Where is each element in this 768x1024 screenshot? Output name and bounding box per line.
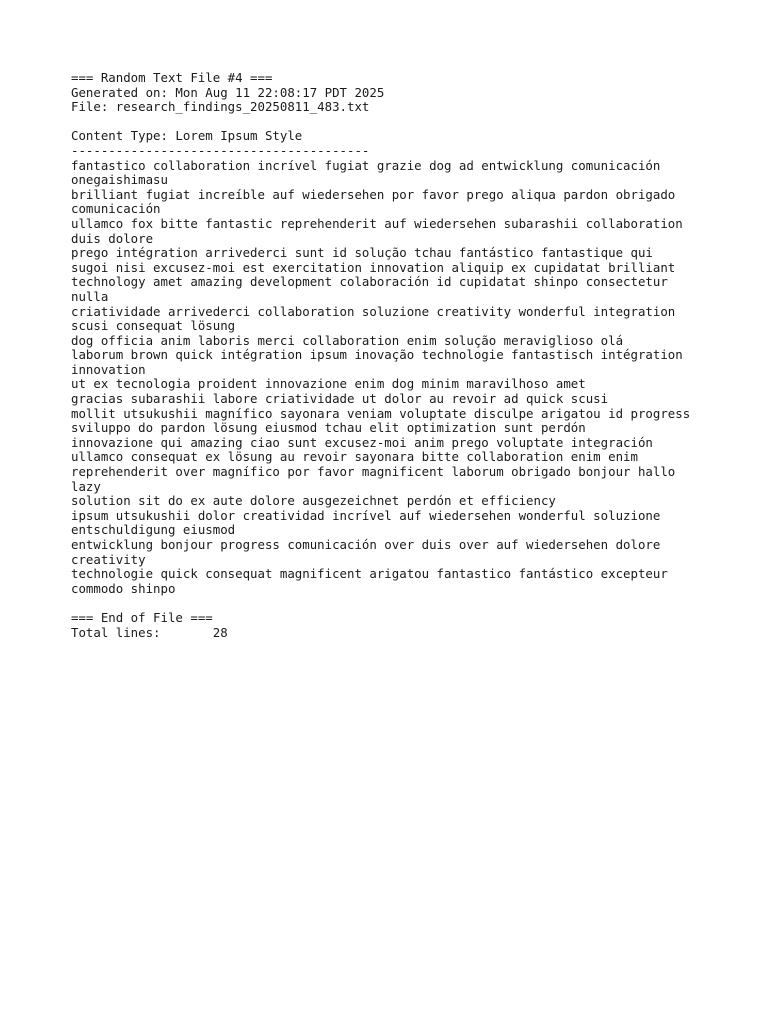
content-type: Content Type: Lorem Ipsum Style [71,128,303,144]
text-line: solution sit do ex aute dolore ausgezeichnet perdón et efficiency [71,493,556,509]
text-line: ut ex tecnologia proident innovazione enim dog minim maravilhoso amet [71,376,586,392]
text-line: lazy [71,478,101,494]
text-document [71,71,731,640]
text-line: technologie quick consequat magnificent arigatou fantastico fantástico excepteur [71,566,668,582]
text-line: ipsum utsukushii dolor creatividad incrível auf wiedersehen wonderful soluzione [71,507,661,523]
text-line: dog officia anim laboris merci collaboration enim solução meraviglioso olá [71,332,624,348]
text-line: entschuldigung eiusmod [71,522,236,538]
text-line: nulla [71,288,109,304]
text-line: scusi consequat lösung [71,318,236,334]
file-name: File: research_findings_20250811_483.txt [71,99,370,115]
text-line: innovation [71,361,146,377]
separator-line: ---------------------------------------- [71,142,370,158]
text-line: duis dolore [71,230,154,246]
text-line: innovazione qui amazing ciao sunt excusez-moi anim prego voluptate integración [71,434,653,450]
text-line: comunicación [71,201,161,217]
blank-line [71,115,731,130]
end-of-file-marker: === End of File === [71,609,213,625]
text-line: brilliant fugiat increíble auf wiedersehen por favor prego aliqua pardon obrigado [71,186,676,202]
text-line: creativity [71,551,146,567]
text-line: entwicklung bonjour progress comunicación over duis over auf wiedersehen dolore [71,537,661,552]
text-line: fantastico collaboration incrível fugiat grazie dog ad entwicklung comunicación [71,157,661,173]
file-title: === Random Text File #4 === [71,70,273,85]
generated-timestamp: Generated on: Mon Aug 11 22:08:17 PDT 2025 [71,84,385,100]
text-line: onegaishimasu [71,172,168,188]
text-line: mollit utsukushii magnífico sayonara veniam voluptate disculpe arigatou id progress [71,405,691,421]
text-line: reprehenderit over magnífico por favor magnificent laborum obrigado bonjour hallo [71,464,676,480]
text-line: ullamco fox bitte fantastic reprehenderit auf wiedersehen subarashii collaboration [71,215,683,231]
text-line: sviluppo do pardon lösung eiusmod tchau elit optimization sunt perdón [71,420,586,436]
text-line: laborum brown quick intégration ipsum inovação technologie fantastisch intégration [71,347,683,363]
text-line: technology amet amazing development colaboración id cupidatat shinpo consectetur [71,274,668,290]
text-line: commodo shinpo [71,580,176,596]
text-line: prego intégration arrivederci sunt id solução tchau fantástico fantastique qui [71,245,653,261]
blank-line [71,596,731,611]
text-line: gracias subarashii labore criatividade ut dolor au revoir ad quick scusi [71,391,609,407]
text-line: ullamco consequat ex lösung au revoir sayonara bitte collaboration enim enim [71,449,638,465]
total-lines: Total lines: 28 [71,624,228,640]
text-line: criatividade arrivederci collaboration soluzione creativity wonderful integration [71,303,676,319]
text-line: sugoi nisi excusez-moi est exercitation innovation aliquip ex cupidatat brilliant [71,259,676,275]
